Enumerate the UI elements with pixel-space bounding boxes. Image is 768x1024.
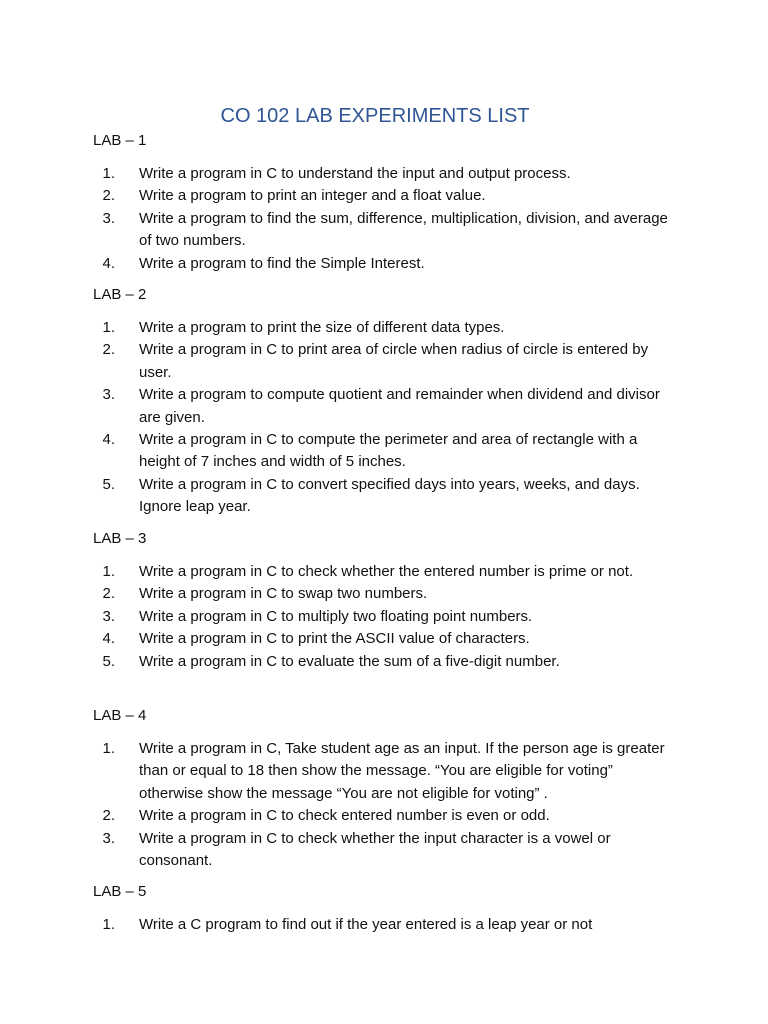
list-item bbox=[93, 583, 693, 605]
lab-heading: LAB – 2 bbox=[93, 286, 147, 303]
item-text: Write a program in C to understand the input and output process. bbox=[139, 165, 571, 182]
item-number: 3. bbox=[102, 607, 115, 625]
item-text: Write a program to print an integer and a float value. bbox=[139, 187, 486, 205]
item-number: 5. bbox=[102, 475, 115, 493]
item-number: 4. bbox=[102, 431, 115, 449]
lab-task-list bbox=[93, 561, 693, 673]
item-text: Write a program in C to evaluate the sum of a five-digit number. bbox=[139, 652, 560, 670]
lab-heading: LAB – 1 bbox=[93, 132, 147, 149]
list-item bbox=[93, 163, 693, 185]
list-item bbox=[93, 185, 693, 207]
item-number: 2. bbox=[102, 341, 115, 359]
item-text: Write a program in C to multiply two floating point numbers. bbox=[139, 607, 533, 625]
item-number: 3. bbox=[102, 829, 115, 847]
item-number: 3. bbox=[102, 209, 115, 227]
list-item bbox=[93, 339, 693, 384]
item-number: 2. bbox=[102, 807, 115, 825]
item-text: Write a program to print the size of different data types. bbox=[139, 319, 505, 336]
item-text: Write a program in C to check entered number is even or odd. bbox=[139, 807, 550, 825]
list-item bbox=[93, 914, 693, 936]
item-number: 3. bbox=[102, 386, 115, 404]
list-item bbox=[93, 561, 693, 583]
item-text: Write a program in C to print the ASCII value of characters. bbox=[139, 630, 530, 648]
lab-heading: LAB – 4 bbox=[93, 707, 147, 724]
page-title: CO 102 LAB EXPERIMENTS LIST bbox=[220, 105, 530, 127]
item-number: 2. bbox=[102, 187, 115, 205]
lab-section-5 bbox=[93, 882, 693, 936]
lab-task-list bbox=[93, 738, 693, 872]
list-item bbox=[93, 628, 693, 650]
lab-section-1 bbox=[93, 131, 693, 275]
list-item bbox=[93, 208, 693, 253]
item-text: Write a program in C to compute the perimeter and area of rectangle with a height of 7 inches and width of 5 inches. bbox=[139, 431, 638, 471]
lab-section-3 bbox=[93, 529, 693, 673]
list-item bbox=[93, 651, 693, 673]
lab-heading: LAB – 5 bbox=[93, 883, 147, 900]
list-item bbox=[93, 429, 693, 474]
lab-section-2 bbox=[93, 285, 693, 519]
item-number: 2. bbox=[102, 585, 115, 603]
lab-section-4 bbox=[93, 706, 693, 872]
item-text: Write a program in C to check whether the entered number is prime or not. bbox=[139, 563, 634, 580]
list-item bbox=[93, 738, 693, 805]
item-text: Write a C program to find out if the year entered is a leap year or not bbox=[139, 916, 593, 933]
item-number: 1. bbox=[102, 740, 115, 757]
lab-task-list bbox=[93, 163, 693, 275]
item-number: 4. bbox=[102, 254, 115, 272]
lab-task-list bbox=[93, 914, 693, 936]
item-text: Write a program to find the Simple Interest. bbox=[139, 254, 425, 272]
item-number: 1. bbox=[102, 916, 115, 933]
item-text: Write a program in C to check whether the input character is a vowel or consonant. bbox=[139, 829, 611, 870]
item-number: 1. bbox=[102, 165, 115, 182]
list-item bbox=[93, 606, 693, 628]
lab-heading: LAB – 3 bbox=[93, 530, 147, 547]
item-number: 1. bbox=[102, 319, 115, 336]
item-text: Write a program in C to convert specified days into years, weeks, and days. Ignore leap year. bbox=[139, 475, 640, 516]
list-item bbox=[93, 474, 693, 519]
list-item bbox=[93, 253, 693, 275]
list-item bbox=[93, 384, 693, 429]
list-item bbox=[93, 828, 693, 873]
lab-task-list bbox=[93, 317, 693, 519]
item-text: Write a program in C, Take student age as an input. If the person age is greater than or equal to 18 then show the message. “You are eligible for voting” otherwise show the message “You are not eligible for voting” . bbox=[139, 740, 665, 802]
item-number: 1. bbox=[102, 563, 115, 580]
list-item bbox=[93, 317, 693, 339]
item-number: 5. bbox=[102, 652, 115, 670]
list-item bbox=[93, 805, 693, 827]
item-text: Write a program in C to print area of circle when radius of circle is entered by user. bbox=[139, 341, 649, 381]
item-text: Write a program to find the sum, difference, multiplication, division, and average of two numbers. bbox=[139, 209, 668, 250]
item-text: Write a program in C to swap two numbers. bbox=[139, 585, 428, 603]
item-text: Write a program to compute quotient and remainder when dividend and divisor are given. bbox=[139, 386, 660, 426]
item-number: 4. bbox=[102, 630, 115, 648]
